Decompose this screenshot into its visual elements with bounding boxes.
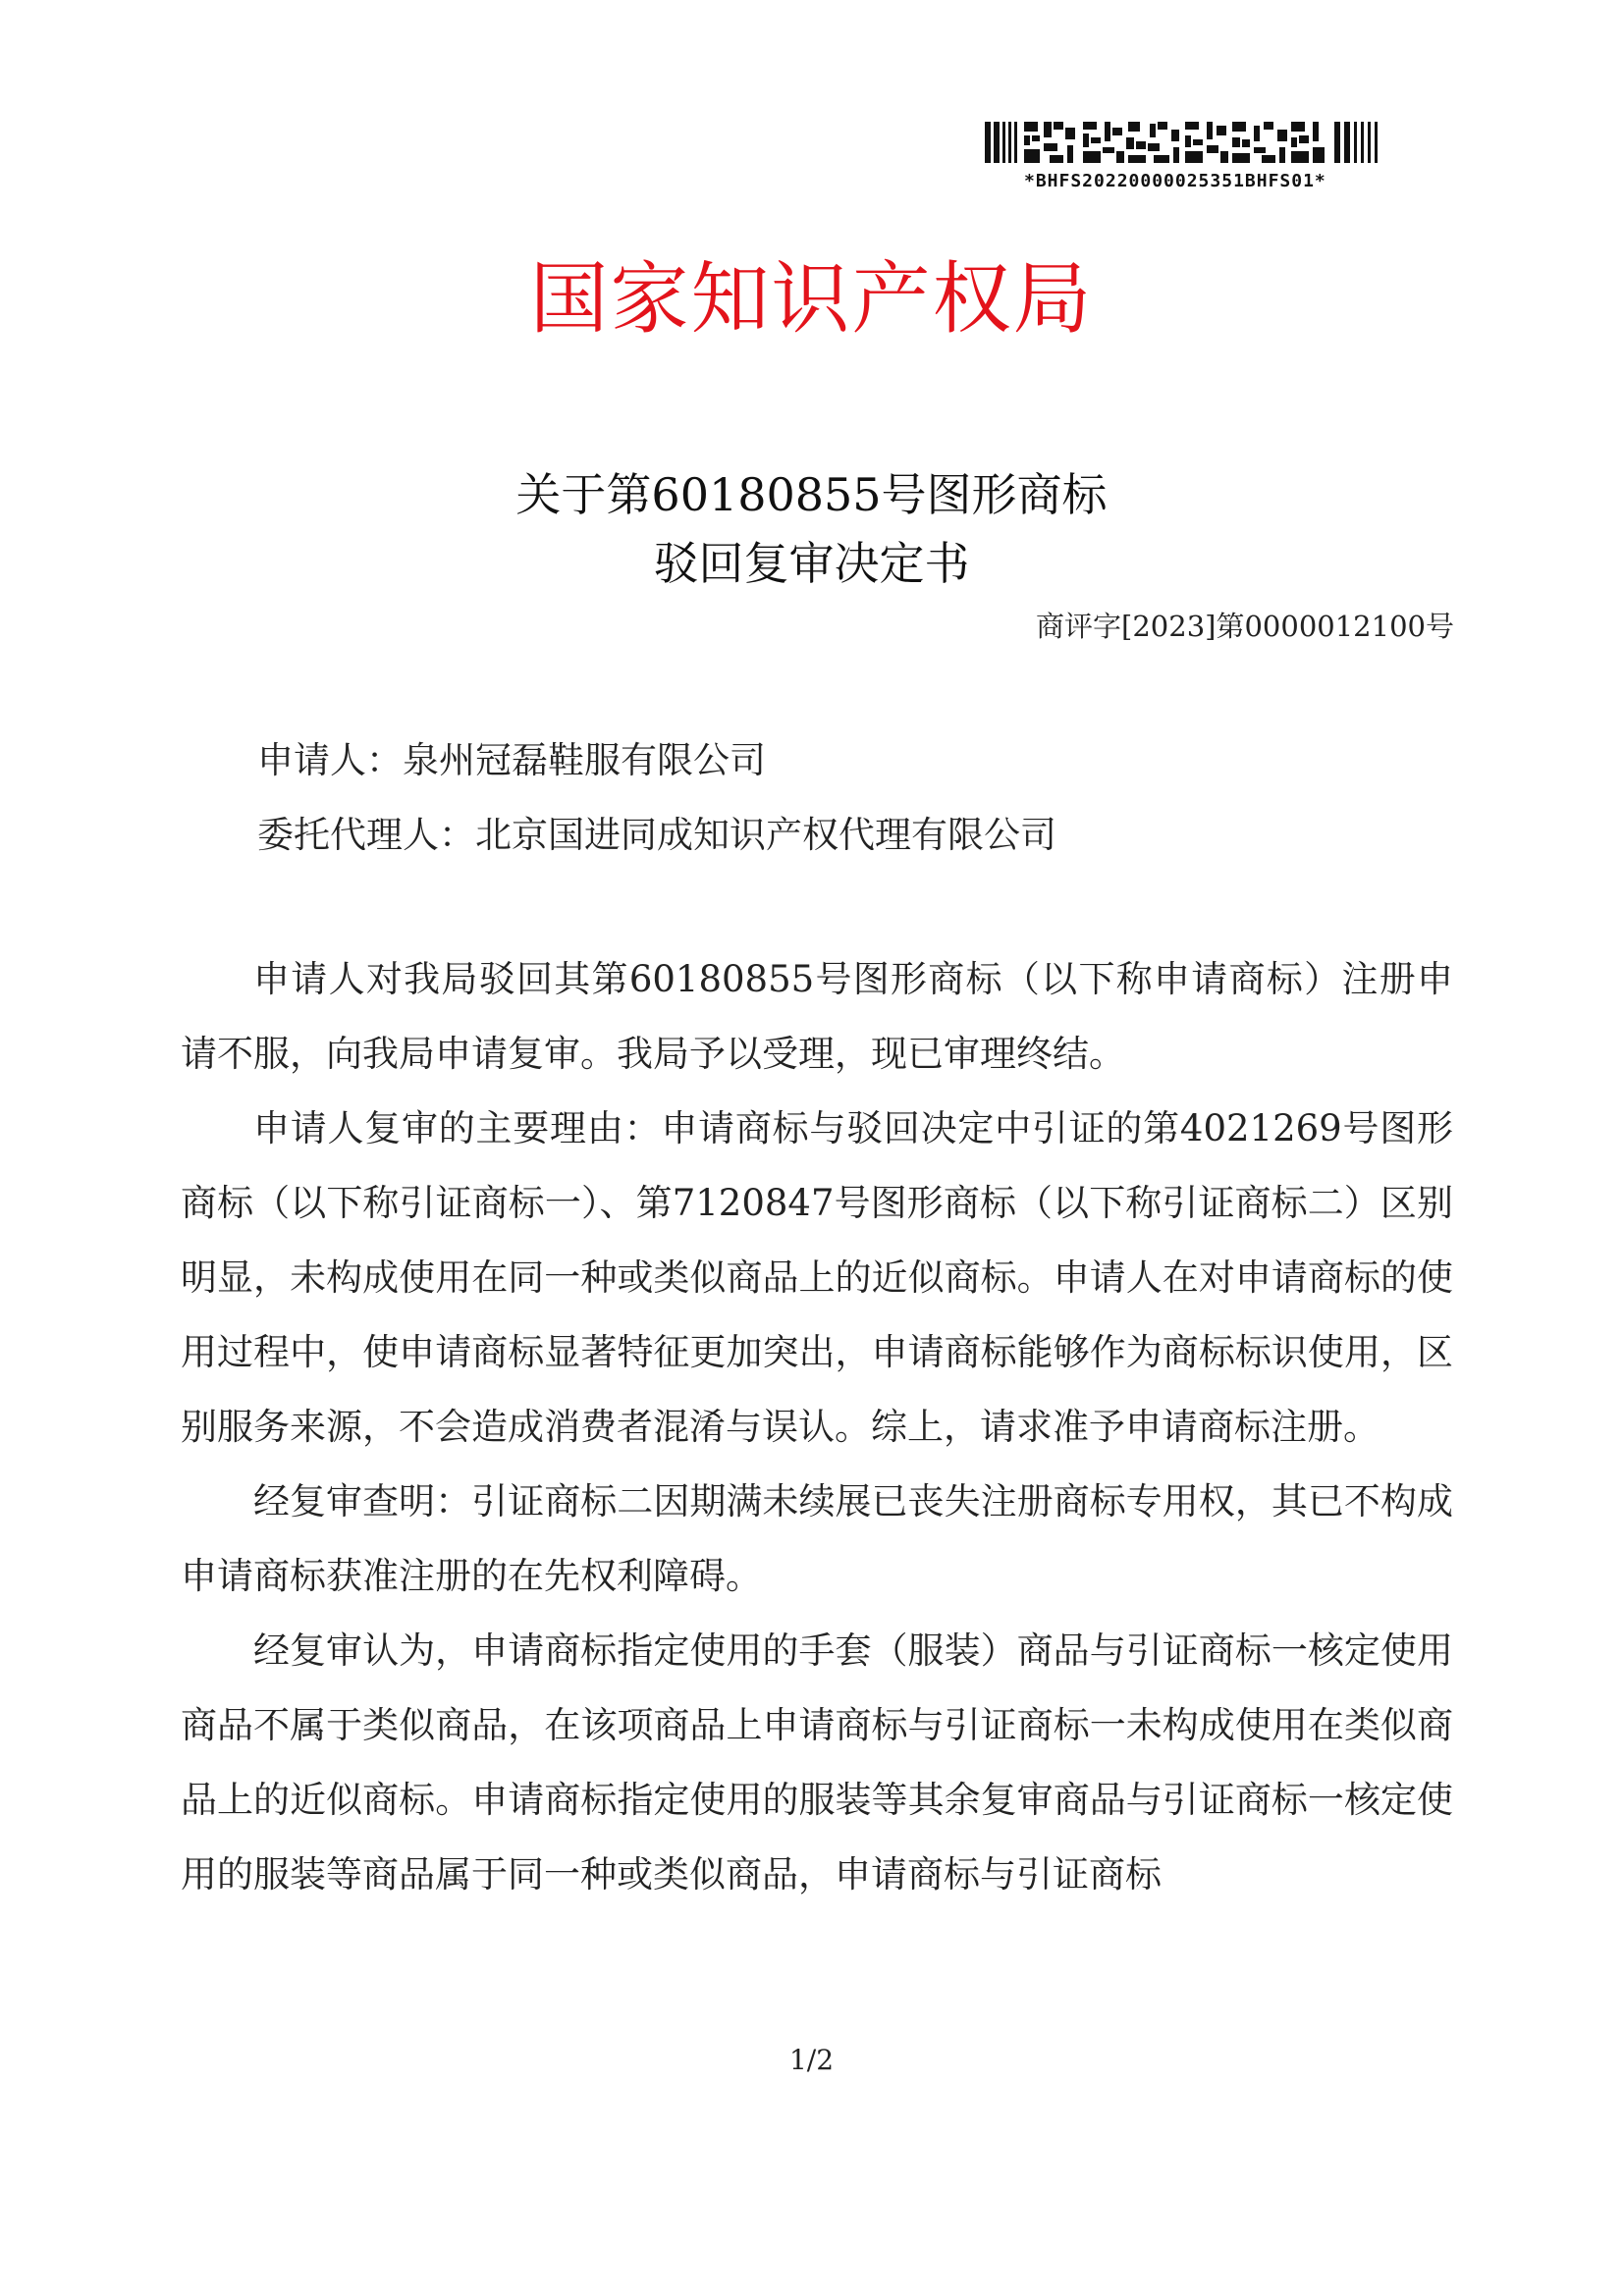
agency-name: 国家知识产权局 — [529, 253, 1094, 345]
document-number: 商评字[2023]第0000012100号 — [1036, 610, 1454, 643]
barcode-block — [985, 122, 1397, 192]
document-title-line-2: 驳回复审决定书 — [653, 537, 970, 590]
body-paragraph: 申请人对我局驳回其第60180855号图形商标（以下称申请商标）注册申请不服，向我局申请复审。我局予以受理，现已审理终结。 — [181, 958, 1453, 1075]
page-number: 1/2 — [788, 2044, 835, 2076]
document-title-line-1: 关于第60180855号图形商标 — [515, 468, 1108, 521]
agent-line: 委托代理人：北京国进同成知识产权代理有限公司 — [257, 814, 1056, 856]
body-paragraph: 经复审查明：引证商标二因期满未续展已丧失注册商标专用权，其已不构成申请商标获准注册的在先权利障碍。 — [181, 1480, 1453, 1597]
barcode-icon — [985, 122, 1387, 167]
body-paragraph: 经复审认为，申请商标指定使用的手套（服装）商品与引证商标一核定使用商品不属于类似商品，在该项商品上申请商标与引证商标一未构成使用在类似商品上的近似商标。申请商标指定使用的服装等其余复审商品与引证商标一核定使用的服装等商品属于同一种或类似商品，申请商标与引证商标 — [181, 1629, 1453, 1896]
decision-body — [181, 942, 1453, 1912]
body-paragraph: 申请人复审的主要理由：申请商标与驳回决定中引证的第4021269号图形商标（以下称引证商标一）、第7120847号图形商标（以下称引证商标二）区别明显，未构成使用在同一种或类似商品上的近似商标。申请人在对申请商标的使用过程中，使申请商标显著特征更加突出，申请商标能够作为商标标识使用，区别服务来源，不会造成消费者混淆与误认。综上，请求准予申请商标注册。 — [181, 1107, 1453, 1448]
applicant-line: 申请人：泉州冠磊鞋服有限公司 — [257, 739, 766, 781]
barcode-number: *BHFS20220000025351BHFS01* — [1024, 171, 1326, 191]
